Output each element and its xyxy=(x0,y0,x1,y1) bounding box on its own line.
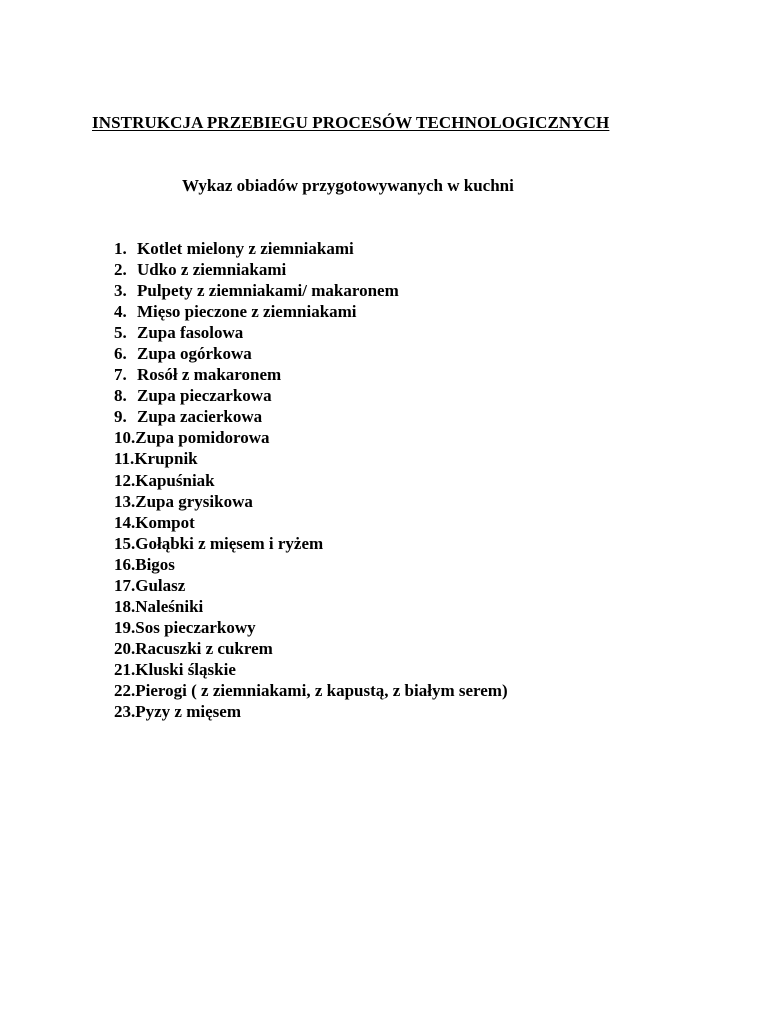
dish-number: 9. xyxy=(114,407,127,427)
dish-number: 2. xyxy=(114,260,127,280)
dish-list-item xyxy=(114,343,508,364)
dish-number: 8. xyxy=(114,386,127,406)
dish-list-item xyxy=(114,364,508,385)
dish-list-item xyxy=(114,280,508,301)
dish-name: Kompot xyxy=(135,512,195,532)
dish-number: 6. xyxy=(114,344,127,364)
dish-number: 4. xyxy=(114,302,127,322)
dish-list-item xyxy=(114,596,508,617)
dish-name: Zupa zacierkowa xyxy=(137,407,263,427)
dish-list-item xyxy=(114,575,508,596)
dish-number: 22. xyxy=(114,680,136,700)
dish-name: Gołąbki z mięsem i ryżem xyxy=(135,533,324,553)
dish-list-item xyxy=(114,617,508,638)
dish-list-item xyxy=(114,322,508,343)
dish-number: 21. xyxy=(114,659,136,679)
dish-name: Krupnik xyxy=(134,449,198,469)
dish-name: Zupa ogórkowa xyxy=(137,344,252,364)
dish-name: Pierogi ( z ziemniakami, z kapustą, z białym serem) xyxy=(135,680,508,700)
dish-number: 20. xyxy=(114,638,136,658)
dish-name: Udko z ziemniakami xyxy=(137,260,287,280)
dish-name: Rosół z makaronem xyxy=(137,365,282,385)
dish-number: 10. xyxy=(114,428,136,448)
dish-name: Sos pieczarkowy xyxy=(135,617,256,637)
dish-number: 23. xyxy=(114,702,136,722)
dish-name: Mięso pieczone z ziemniakami xyxy=(137,302,357,322)
dish-list xyxy=(114,238,508,722)
dish-number: 5. xyxy=(114,323,127,343)
document-subtitle: Wykaz obiadów przygotowywanych w kuchni xyxy=(182,176,514,195)
dish-list-item xyxy=(114,638,508,659)
dish-name: Pyzy z mięsem xyxy=(135,702,241,722)
dish-number: 16. xyxy=(114,554,136,574)
dish-name: Pulpety z ziemniakami/ makaronem xyxy=(137,281,399,301)
dish-name: Kapuśniak xyxy=(135,470,215,490)
dish-list-item xyxy=(114,301,508,322)
dish-number: 17. xyxy=(114,575,136,595)
dish-number: 15. xyxy=(114,533,136,553)
dish-number: 12. xyxy=(114,470,136,490)
dish-name: Kotlet mielony z ziemniakami xyxy=(137,239,354,258)
dish-list-item xyxy=(114,259,508,280)
dish-list-item xyxy=(114,659,508,680)
dish-number: 7. xyxy=(114,365,127,385)
dish-name: Zupa grysikowa xyxy=(135,491,253,511)
dish-list-item xyxy=(114,385,508,406)
dish-list-item xyxy=(114,406,508,427)
dish-list-item xyxy=(114,491,508,512)
dish-number: 19. xyxy=(114,617,136,637)
dish-list-item xyxy=(114,238,508,259)
dish-name: Zupa fasolowa xyxy=(137,323,244,343)
dish-name: Zupa pomidorowa xyxy=(135,428,270,448)
dish-number: 11. xyxy=(114,449,135,469)
dish-list-item xyxy=(114,470,508,491)
dish-name: Bigos xyxy=(135,554,175,574)
document-title: INSTRUKCJA PRZEBIEGU PROCESÓW TECHNOLOGICZNYCH xyxy=(92,113,610,132)
dish-number: 18. xyxy=(114,596,136,616)
dish-list-item xyxy=(114,701,508,722)
dish-number: 3. xyxy=(114,281,127,301)
dish-list-item xyxy=(114,427,508,448)
dish-list-item xyxy=(114,680,508,701)
dish-number: 14. xyxy=(114,512,136,532)
dish-name: Racuszki z cukrem xyxy=(135,638,273,658)
dish-name: Zupa pieczarkowa xyxy=(137,386,272,406)
dish-list-item xyxy=(114,554,508,575)
dish-name: Kluski śląskie xyxy=(135,659,236,679)
dish-name: Naleśniki xyxy=(135,596,204,616)
dish-number: 1. xyxy=(114,239,127,258)
dish-name: Gulasz xyxy=(135,575,186,595)
dish-list-item xyxy=(114,448,508,469)
dish-list-item xyxy=(114,512,508,533)
dish-list-item xyxy=(114,533,508,554)
dish-number: 13. xyxy=(114,491,136,511)
